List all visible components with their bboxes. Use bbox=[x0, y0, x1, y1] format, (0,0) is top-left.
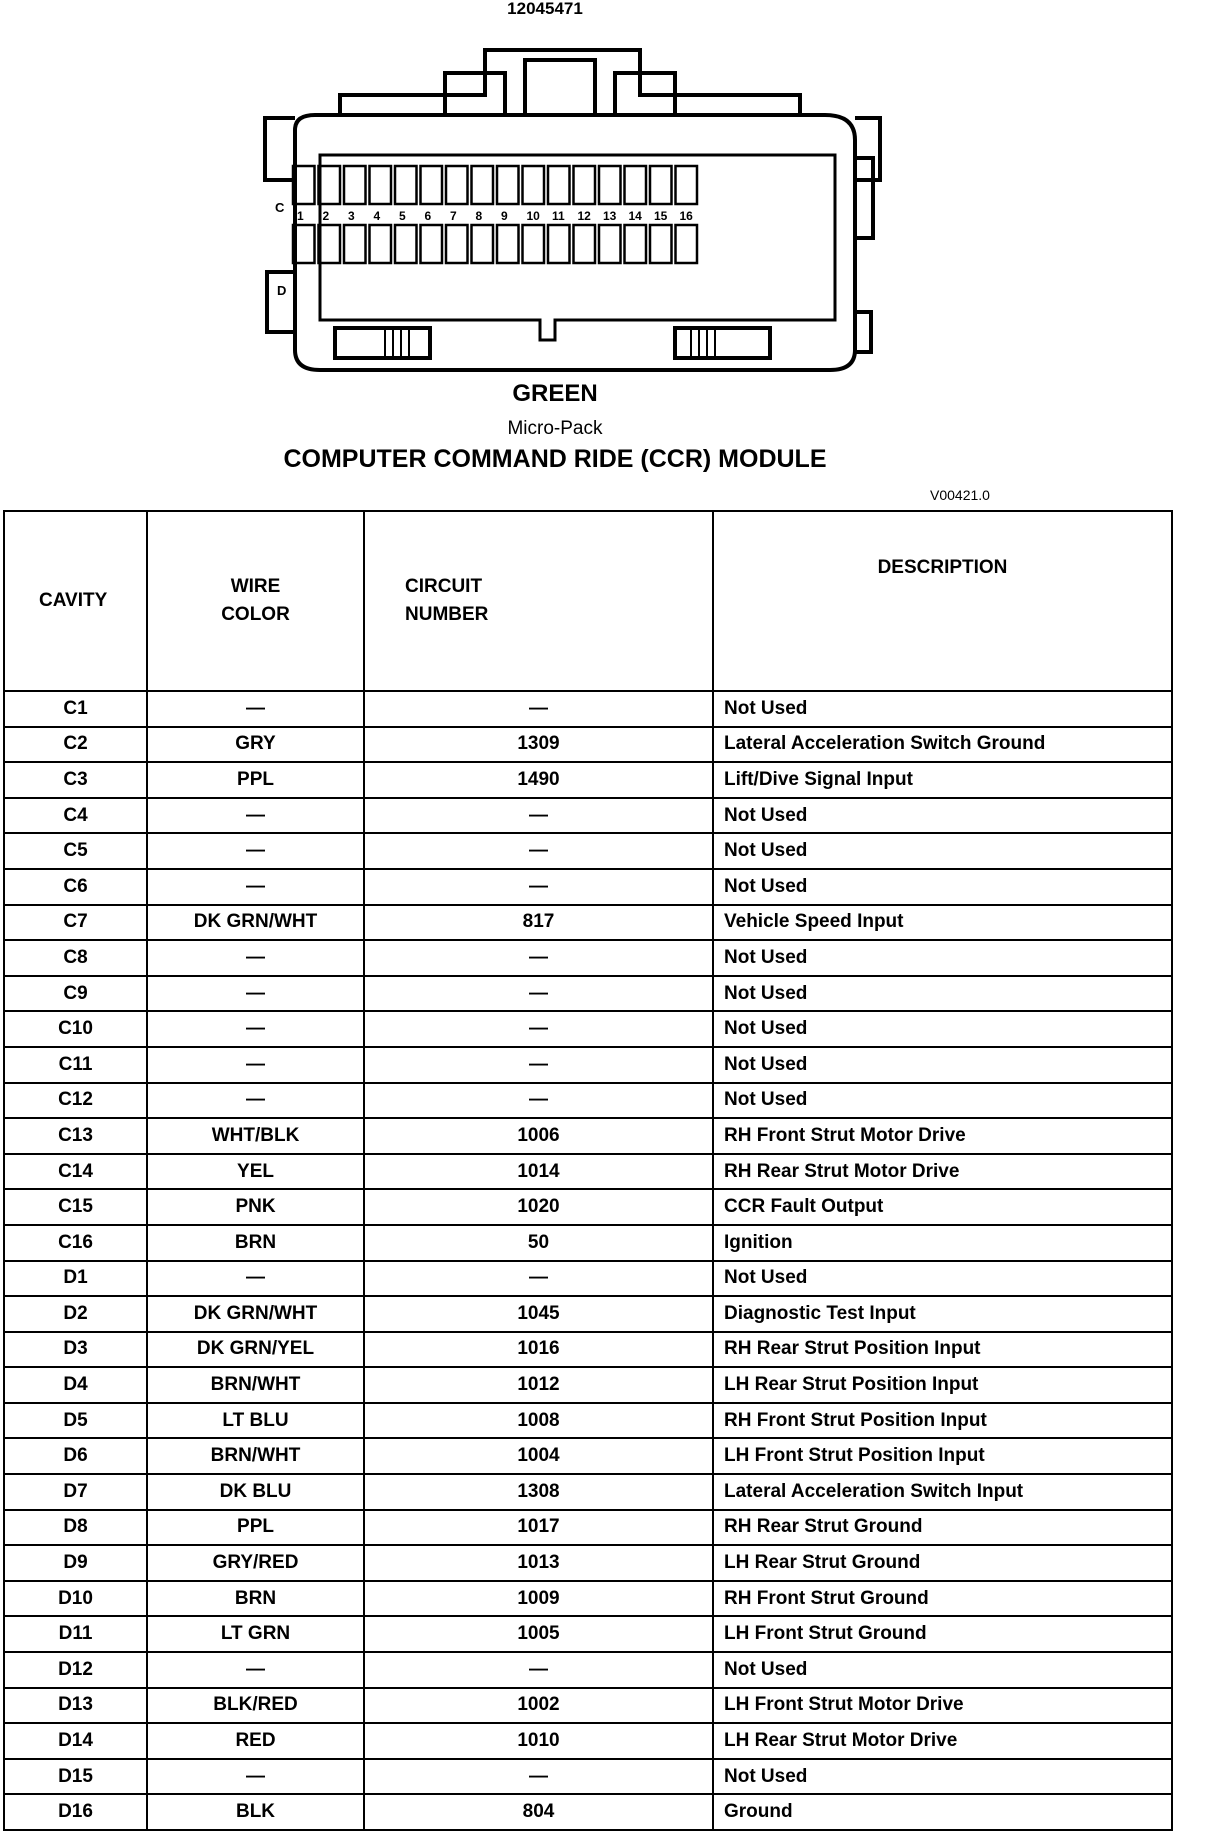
cell-wire-color: LT BLU bbox=[147, 1403, 364, 1439]
cell-circuit-number: 1020 bbox=[364, 1189, 713, 1225]
header-cavity: CAVITY bbox=[4, 511, 147, 691]
cell-cavity: C5 bbox=[4, 833, 147, 869]
cell-wire-color: PPL bbox=[147, 1510, 364, 1546]
pin-cavity-c16 bbox=[676, 166, 698, 204]
pin-cavity-d8 bbox=[472, 225, 494, 263]
pin-cavity-d15 bbox=[650, 225, 672, 263]
cell-cavity: C14 bbox=[4, 1154, 147, 1190]
pin-cavity-c12 bbox=[574, 166, 596, 204]
cell-cavity: C8 bbox=[4, 940, 147, 976]
table-row bbox=[4, 691, 1172, 727]
connector-type: Micro-Pack bbox=[507, 418, 603, 439]
cell-description: RH Rear Strut Motor Drive bbox=[713, 1154, 1172, 1190]
table-row bbox=[4, 1367, 1172, 1403]
cell-circuit-number: 50 bbox=[364, 1225, 713, 1261]
pin-number: 11 bbox=[552, 209, 565, 223]
cell-cavity: C13 bbox=[4, 1118, 147, 1154]
cell-circuit-number: — bbox=[364, 1047, 713, 1083]
cell-description: LH Rear Strut Position Input bbox=[713, 1367, 1172, 1403]
pin-number: 2 bbox=[322, 209, 330, 223]
table-row bbox=[4, 833, 1172, 869]
pin-cavity-c9 bbox=[497, 166, 519, 204]
table-row bbox=[4, 798, 1172, 834]
table-row bbox=[4, 1759, 1172, 1795]
table-row bbox=[4, 905, 1172, 941]
pin-cavity-c3 bbox=[344, 166, 366, 204]
cell-description: RH Rear Strut Position Input bbox=[713, 1332, 1172, 1368]
cell-circuit-number: — bbox=[364, 976, 713, 1012]
cell-description: Not Used bbox=[713, 833, 1172, 869]
cell-description: RH Front Strut Motor Drive bbox=[713, 1118, 1172, 1154]
header-circuit-number bbox=[364, 511, 713, 691]
part-number: 12045471 bbox=[507, 0, 583, 18]
cell-wire-color: — bbox=[147, 833, 364, 869]
cell-cavity: C6 bbox=[4, 869, 147, 905]
pin-cavity-c4 bbox=[370, 166, 392, 204]
cell-cavity: C1 bbox=[4, 691, 147, 727]
cell-cavity: D16 bbox=[4, 1794, 147, 1830]
cell-circuit-number: 804 bbox=[364, 1794, 713, 1830]
table-row bbox=[4, 1332, 1172, 1368]
cell-circuit-number: 1012 bbox=[364, 1367, 713, 1403]
cell-description: Not Used bbox=[713, 798, 1172, 834]
cell-wire-color: — bbox=[147, 1011, 364, 1047]
cell-circuit-number: 1008 bbox=[364, 1403, 713, 1439]
cell-wire-color: BLK bbox=[147, 1794, 364, 1830]
header-wire-line2: COLOR bbox=[221, 604, 290, 625]
cell-cavity: D10 bbox=[4, 1581, 147, 1617]
cell-circuit-number: 1308 bbox=[364, 1474, 713, 1510]
pin-number: 9 bbox=[501, 209, 508, 223]
cell-wire-color: PPL bbox=[147, 762, 364, 798]
cell-description: LH Front Strut Ground bbox=[713, 1616, 1172, 1652]
pin-cavity-c14 bbox=[625, 166, 647, 204]
pin-number: 6 bbox=[424, 209, 432, 223]
cell-circuit-number: — bbox=[364, 869, 713, 905]
cell-description: LH Rear Strut Ground bbox=[713, 1545, 1172, 1581]
cell-wire-color: BRN/WHT bbox=[147, 1438, 364, 1474]
table-row bbox=[4, 1510, 1172, 1546]
table-row bbox=[4, 1261, 1172, 1297]
cell-cavity: D6 bbox=[4, 1438, 147, 1474]
table-row bbox=[4, 1545, 1172, 1581]
cell-wire-color: — bbox=[147, 1083, 364, 1119]
cell-wire-color: — bbox=[147, 1652, 364, 1688]
pin-cavity-d2 bbox=[319, 225, 341, 263]
pin-number: 14 bbox=[628, 209, 642, 223]
pin-number: 13 bbox=[603, 209, 617, 223]
row-c-label: C bbox=[275, 200, 285, 215]
pin-number: 8 bbox=[475, 209, 483, 223]
table-row bbox=[4, 1403, 1172, 1439]
cell-wire-color: PNK bbox=[147, 1189, 364, 1225]
cell-cavity: C9 bbox=[4, 976, 147, 1012]
header-circuit-line1: CIRCUIT bbox=[405, 576, 483, 597]
cell-description: Vehicle Speed Input bbox=[713, 905, 1172, 941]
cell-circuit-number: 1490 bbox=[364, 762, 713, 798]
cell-wire-color: GRY/RED bbox=[147, 1545, 364, 1581]
cell-wire-color: DK GRN/YEL bbox=[147, 1332, 364, 1368]
pin-cavity-d16 bbox=[676, 225, 698, 263]
cell-description: Not Used bbox=[713, 1261, 1172, 1297]
pin-number: 12 bbox=[577, 209, 591, 223]
cell-circuit-number: — bbox=[364, 1261, 713, 1297]
cell-description: RH Front Strut Ground bbox=[713, 1581, 1172, 1617]
cell-cavity: C2 bbox=[4, 727, 147, 763]
cell-description: Ignition bbox=[713, 1225, 1172, 1261]
cell-description: Diagnostic Test Input bbox=[713, 1296, 1172, 1332]
pin-cavity-d10 bbox=[523, 225, 545, 263]
cell-description: Lift/Dive Signal Input bbox=[713, 762, 1172, 798]
pin-cavity-c8 bbox=[472, 166, 494, 204]
table-row bbox=[4, 1438, 1172, 1474]
cell-circuit-number: 1013 bbox=[364, 1545, 713, 1581]
cell-cavity: D13 bbox=[4, 1688, 147, 1724]
table-row bbox=[4, 1083, 1172, 1119]
cell-circuit-number: — bbox=[364, 940, 713, 976]
table-row bbox=[4, 1154, 1172, 1190]
cell-wire-color: WHT/BLK bbox=[147, 1118, 364, 1154]
pin-number: 10 bbox=[526, 209, 540, 223]
cell-description: Not Used bbox=[713, 940, 1172, 976]
pin-cavity-c5 bbox=[395, 166, 417, 204]
table-row bbox=[4, 1474, 1172, 1510]
cell-description: LH Rear Strut Motor Drive bbox=[713, 1723, 1172, 1759]
table-row bbox=[4, 940, 1172, 976]
cell-circuit-number: 1006 bbox=[364, 1118, 713, 1154]
table-row bbox=[4, 1688, 1172, 1724]
pin-cavity-c7 bbox=[446, 166, 468, 204]
table-row bbox=[4, 1581, 1172, 1617]
cell-description: Not Used bbox=[713, 976, 1172, 1012]
cell-cavity: C4 bbox=[4, 798, 147, 834]
pin-number: 4 bbox=[373, 209, 381, 223]
header-wire-line1: WIRE bbox=[230, 576, 281, 597]
table-row bbox=[4, 1652, 1172, 1688]
cell-circuit-number: 1309 bbox=[364, 727, 713, 763]
cell-circuit-number: — bbox=[364, 833, 713, 869]
table-row bbox=[4, 976, 1172, 1012]
cell-description: LH Front Strut Position Input bbox=[713, 1438, 1172, 1474]
cell-cavity: D4 bbox=[4, 1367, 147, 1403]
cell-cavity: D15 bbox=[4, 1759, 147, 1795]
cell-circuit-number: 1002 bbox=[364, 1688, 713, 1724]
connector-diagram-icon bbox=[255, 40, 905, 385]
cell-wire-color: LT GRN bbox=[147, 1616, 364, 1652]
cell-wire-color: — bbox=[147, 869, 364, 905]
cell-wire-color: — bbox=[147, 798, 364, 834]
cell-cavity: C15 bbox=[4, 1189, 147, 1225]
cell-wire-color: BRN bbox=[147, 1581, 364, 1617]
table-row bbox=[4, 1616, 1172, 1652]
cell-circuit-number: 1017 bbox=[364, 1510, 713, 1546]
cell-circuit-number: 1004 bbox=[364, 1438, 713, 1474]
cell-cavity: D11 bbox=[4, 1616, 147, 1652]
pin-cavity-d14 bbox=[625, 225, 647, 263]
cell-description: Not Used bbox=[713, 1047, 1172, 1083]
cell-wire-color: BRN bbox=[147, 1225, 364, 1261]
cell-cavity: D8 bbox=[4, 1510, 147, 1546]
module-title: COMPUTER COMMAND RIDE (CCR) MODULE bbox=[283, 445, 827, 473]
cell-circuit-number: 817 bbox=[364, 905, 713, 941]
cell-wire-color: — bbox=[147, 1261, 364, 1297]
pin-cavity-c2 bbox=[319, 166, 341, 204]
pin-cavity-d9 bbox=[497, 225, 519, 263]
table-row bbox=[4, 1296, 1172, 1332]
table-row bbox=[4, 1723, 1172, 1759]
table-row bbox=[4, 762, 1172, 798]
header-circuit-line2: NUMBER bbox=[405, 604, 489, 625]
cell-circuit-number: 1014 bbox=[364, 1154, 713, 1190]
cell-wire-color: DK BLU bbox=[147, 1474, 364, 1510]
table-row bbox=[4, 727, 1172, 763]
cell-cavity: C11 bbox=[4, 1047, 147, 1083]
table-header-row bbox=[4, 511, 1172, 691]
connector-color: GREEN bbox=[512, 380, 598, 407]
cell-cavity: C7 bbox=[4, 905, 147, 941]
table-row bbox=[4, 1189, 1172, 1225]
table-row bbox=[4, 869, 1172, 905]
pin-cavity-d12 bbox=[574, 225, 596, 263]
cell-cavity: D1 bbox=[4, 1261, 147, 1297]
cell-circuit-number: — bbox=[364, 1652, 713, 1688]
cell-cavity: C10 bbox=[4, 1011, 147, 1047]
header-description: DESCRIPTION bbox=[713, 511, 1172, 691]
table-row bbox=[4, 1794, 1172, 1830]
cell-wire-color: — bbox=[147, 691, 364, 727]
cell-description: Not Used bbox=[713, 691, 1172, 727]
cell-description: Not Used bbox=[713, 1652, 1172, 1688]
cell-circuit-number: — bbox=[364, 798, 713, 834]
cell-description: Lateral Acceleration Switch Ground bbox=[713, 727, 1172, 763]
cell-description: LH Front Strut Motor Drive bbox=[713, 1688, 1172, 1724]
reference-code: V00421.0 bbox=[930, 487, 990, 503]
pin-cavity-c13 bbox=[599, 166, 621, 204]
pin-number: 5 bbox=[399, 209, 406, 223]
pin-number: 3 bbox=[348, 209, 355, 223]
pin-cavity-c10 bbox=[523, 166, 545, 204]
pin-cavity-c15 bbox=[650, 166, 672, 204]
cell-wire-color: YEL bbox=[147, 1154, 364, 1190]
cell-circuit-number: 1010 bbox=[364, 1723, 713, 1759]
table-row bbox=[4, 1047, 1172, 1083]
cell-wire-color: BLK/RED bbox=[147, 1688, 364, 1724]
pin-number: 7 bbox=[450, 209, 457, 223]
cell-wire-color: — bbox=[147, 940, 364, 976]
header-wire-color bbox=[147, 511, 364, 691]
cell-wire-color: BRN/WHT bbox=[147, 1367, 364, 1403]
cell-wire-color: GRY bbox=[147, 727, 364, 763]
cell-circuit-number: — bbox=[364, 691, 713, 727]
cell-circuit-number: 1045 bbox=[364, 1296, 713, 1332]
cell-circuit-number: 1016 bbox=[364, 1332, 713, 1368]
cell-cavity: C16 bbox=[4, 1225, 147, 1261]
cell-cavity: D7 bbox=[4, 1474, 147, 1510]
pin-cavity-d3 bbox=[344, 225, 366, 263]
pin-cavity-d11 bbox=[548, 225, 570, 263]
table-row bbox=[4, 1118, 1172, 1154]
pin-cavity-c11 bbox=[548, 166, 570, 204]
cell-description: Not Used bbox=[713, 1759, 1172, 1795]
pin-cavity-d4 bbox=[370, 225, 392, 263]
cell-cavity: D14 bbox=[4, 1723, 147, 1759]
row-d-label: D bbox=[277, 283, 287, 298]
cell-description: RH Front Strut Position Input bbox=[713, 1403, 1172, 1439]
cell-wire-color: — bbox=[147, 976, 364, 1012]
cell-description: CCR Fault Output bbox=[713, 1189, 1172, 1225]
cell-wire-color: DK GRN/WHT bbox=[147, 905, 364, 941]
cell-circuit-number: — bbox=[364, 1011, 713, 1047]
pin-cavity-d7 bbox=[446, 225, 468, 263]
table-row bbox=[4, 1225, 1172, 1261]
cell-circuit-number: — bbox=[364, 1083, 713, 1119]
cell-wire-color: RED bbox=[147, 1723, 364, 1759]
cell-description: Not Used bbox=[713, 1011, 1172, 1047]
cell-description: Lateral Acceleration Switch Input bbox=[713, 1474, 1172, 1510]
cell-cavity: D9 bbox=[4, 1545, 147, 1581]
cell-description: Not Used bbox=[713, 869, 1172, 905]
pin-number: 16 bbox=[679, 209, 693, 223]
cell-cavity: C3 bbox=[4, 762, 147, 798]
cell-description: Not Used bbox=[713, 1083, 1172, 1119]
pin-cavity-d6 bbox=[421, 225, 443, 263]
cell-wire-color: DK GRN/WHT bbox=[147, 1296, 364, 1332]
cell-cavity: D3 bbox=[4, 1332, 147, 1368]
pin-cavity-c6 bbox=[421, 166, 443, 204]
pin-number: 15 bbox=[654, 209, 668, 223]
pin-cavity-d5 bbox=[395, 225, 417, 263]
cell-description: Ground bbox=[713, 1794, 1172, 1830]
pin-cavity-d13 bbox=[599, 225, 621, 263]
cell-cavity: D5 bbox=[4, 1403, 147, 1439]
cell-cavity: D12 bbox=[4, 1652, 147, 1688]
cell-wire-color: — bbox=[147, 1047, 364, 1083]
pin-number: 1 bbox=[297, 209, 304, 223]
cell-circuit-number: 1005 bbox=[364, 1616, 713, 1652]
cell-description: RH Rear Strut Ground bbox=[713, 1510, 1172, 1546]
cell-wire-color: — bbox=[147, 1759, 364, 1795]
cell-cavity: C12 bbox=[4, 1083, 147, 1119]
cell-cavity: D2 bbox=[4, 1296, 147, 1332]
cell-circuit-number: 1009 bbox=[364, 1581, 713, 1617]
cell-circuit-number: — bbox=[364, 1759, 713, 1795]
pinout-table bbox=[3, 510, 1173, 1831]
table-row bbox=[4, 1011, 1172, 1047]
